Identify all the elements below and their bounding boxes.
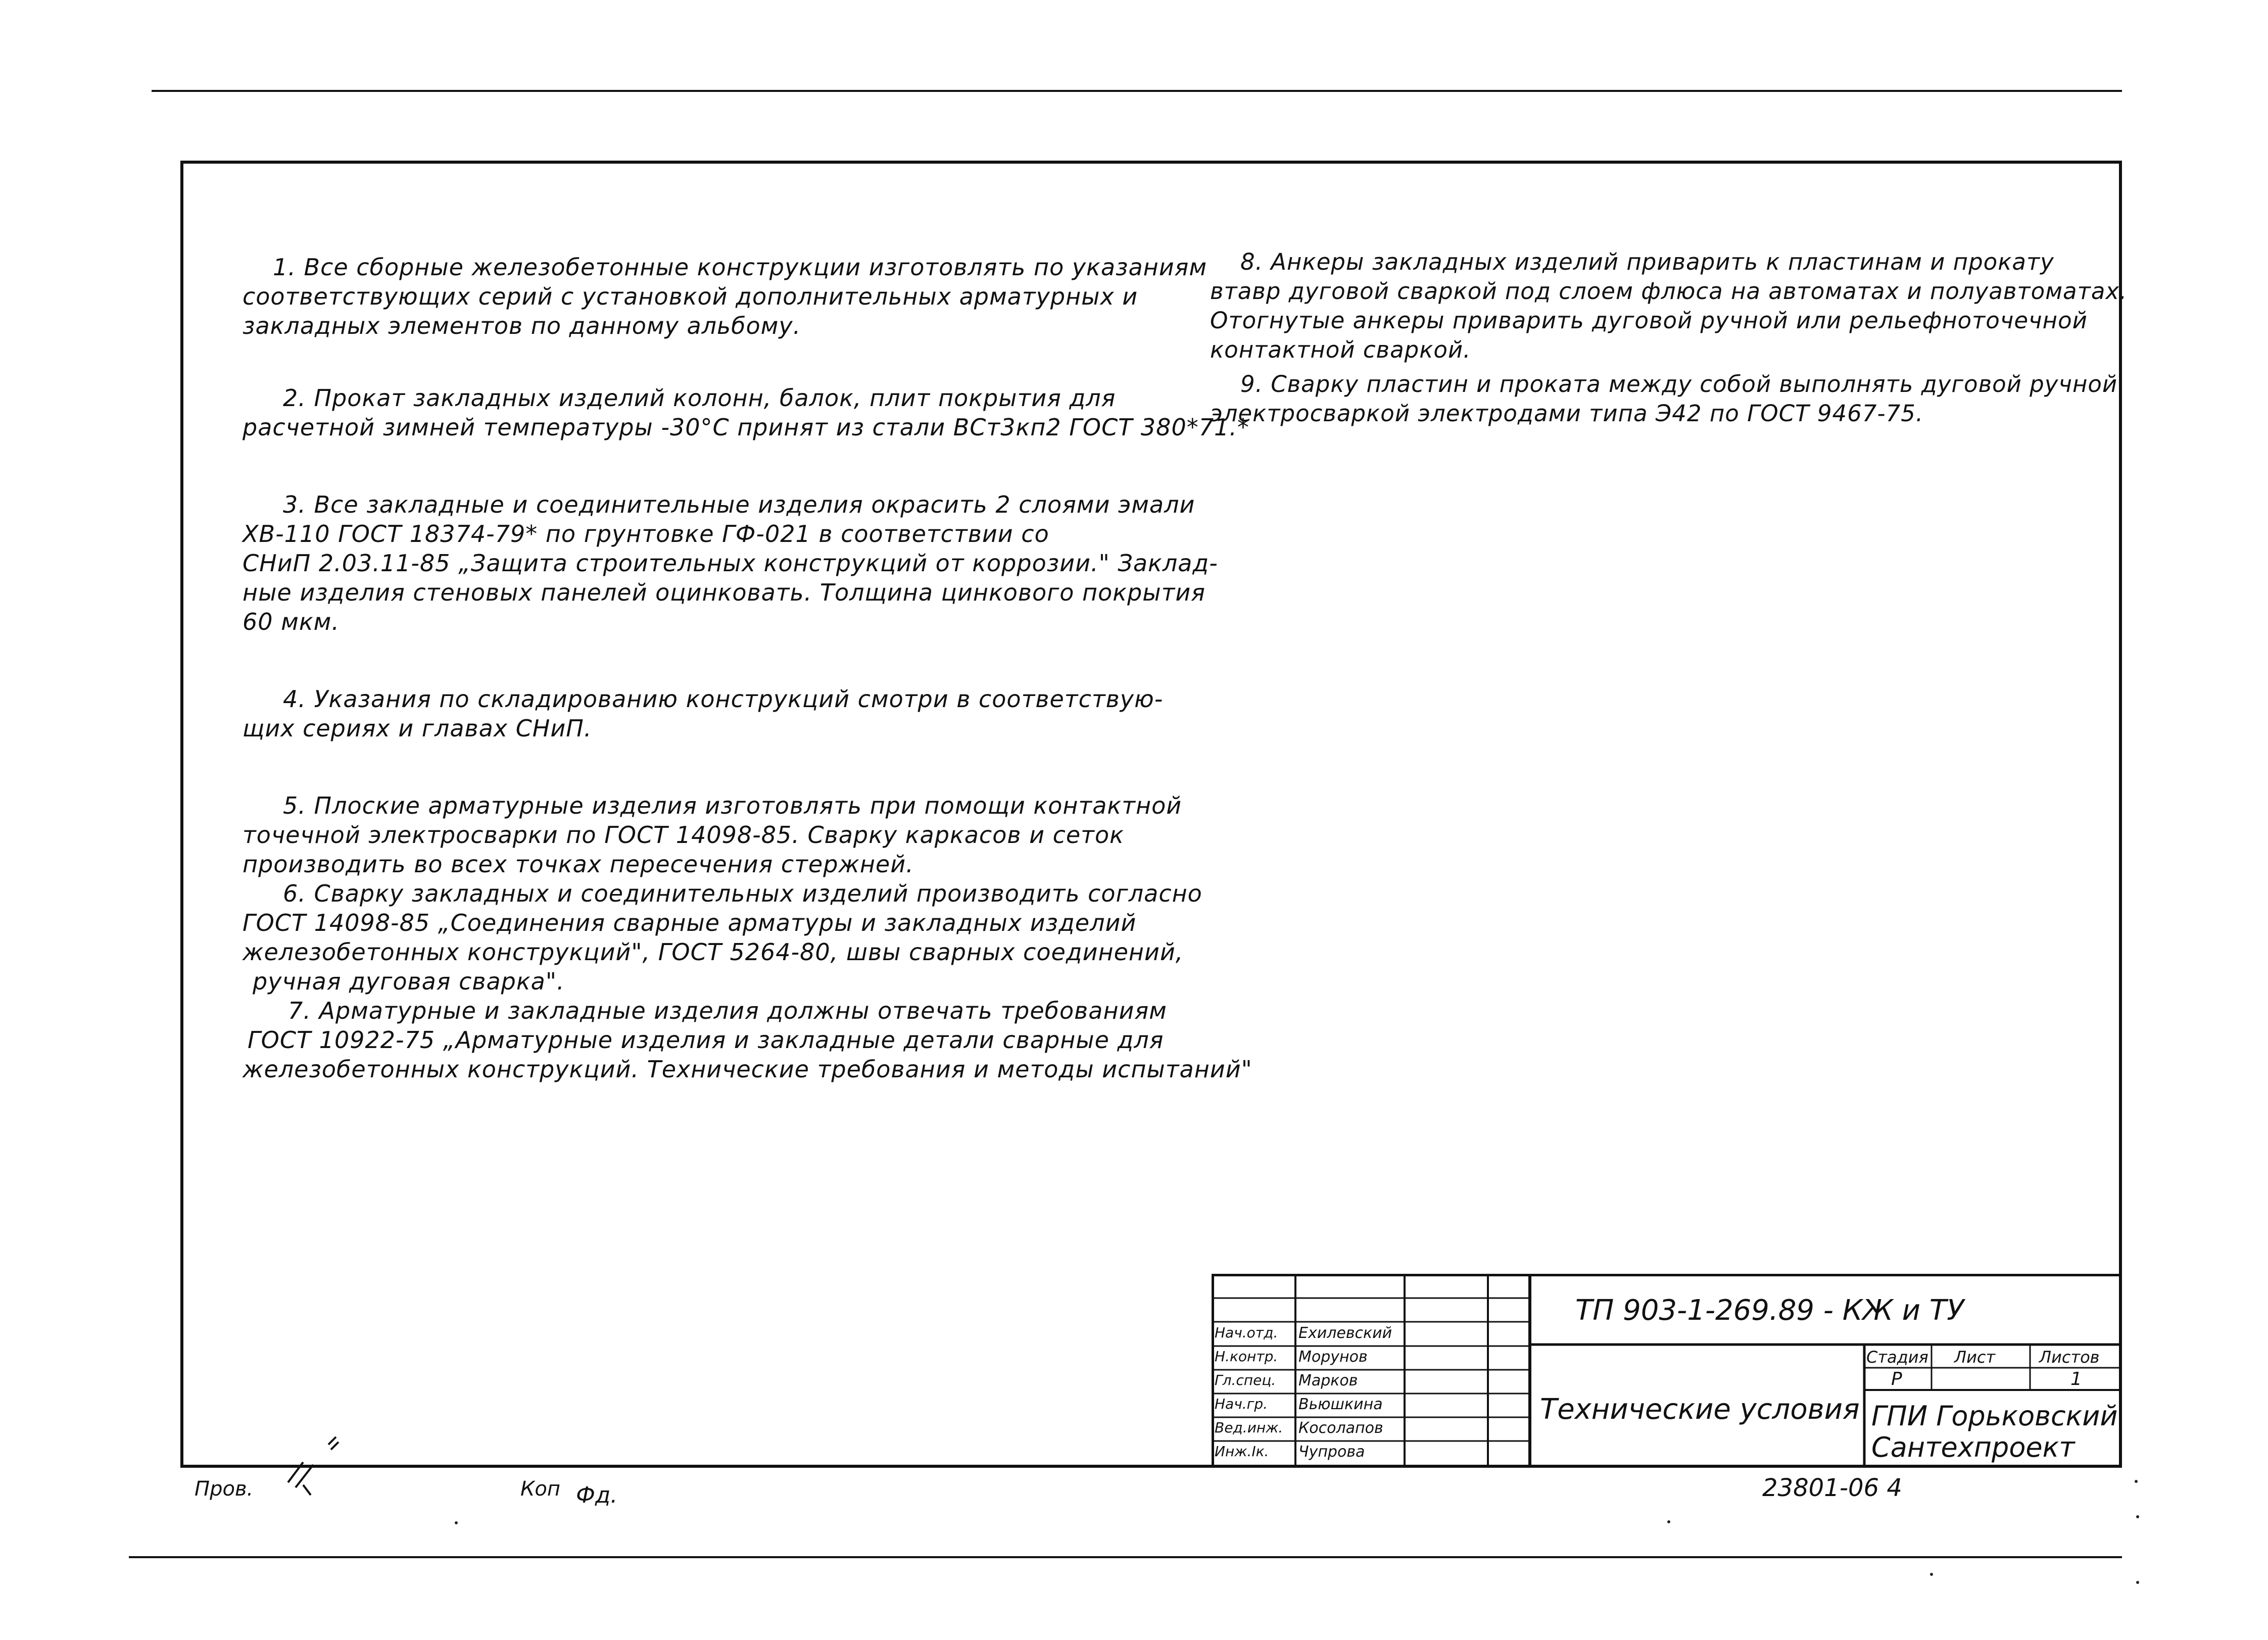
archive-number: 23801-06 4 [1762, 1474, 1902, 1502]
title-block [1212, 1274, 2122, 1468]
staff-role: Нач.отд. [1215, 1324, 1278, 1341]
note-line: железобетонных конструкций", ГОСТ 5264-80, швы сварных соединений, [243, 938, 1184, 966]
sheet-label: Лист [1954, 1348, 1996, 1367]
note-line: ГОСТ 10922-75 „Арматурные изделия и закладные детали сварные для [248, 1026, 1164, 1054]
note-line: 9. Сварку пластин и проката между собой выполнять дуговой ручной [1240, 371, 2118, 397]
scan-speck [1930, 1573, 1933, 1576]
staff-name: Чупрова [1298, 1443, 1365, 1461]
note-line: щих сериях и главах СНиП. [243, 715, 592, 742]
copier-signature: Фд. [576, 1482, 618, 1508]
note-line: расчетной зимней температуры -30°С принят из стали ВСт3кп2 ГОСТ 380*71.* [243, 414, 1249, 441]
note-line: ГОСТ 14098-85 „Соединения сварные арматуры и закладных изделий [243, 909, 1137, 936]
note-line: железобетонных конструкций. Технические требования и методы испытаний" [243, 1056, 1252, 1083]
scan-speck [1667, 1520, 1670, 1523]
notes-left-column [243, 253, 1253, 1084]
note-2 [243, 383, 1253, 442]
staff-role: Инж.Iк. [1215, 1443, 1269, 1460]
note-line: 3. Все закладные и соединительные изделия окрасить 2 слоями эмали [283, 491, 1195, 518]
note-line: электросваркой электродами типа Э42 по ГОСТ 9467-75. [1210, 400, 1924, 427]
sheet-title: Технические условия [1540, 1393, 1860, 1426]
top-rule [152, 90, 2122, 92]
note-line: закладных элементов по данному альбому. [243, 312, 801, 339]
sheets-label: Листов [2039, 1348, 2100, 1367]
note-line: Отогнутые анкеры приварить дуговой ручной или рельефноточечной [1210, 307, 2088, 334]
checker-signature [283, 1434, 344, 1500]
note-line: втавр дуговой сваркой под слоем флюса на автоматах и полуавтоматах. [1210, 278, 2128, 305]
copied-label: Коп [520, 1477, 561, 1501]
scan-speck [2135, 1480, 2138, 1483]
staff-name: Марков [1298, 1372, 1358, 1389]
note-line: 7. Арматурные и закладные изделия должны отвечать требованиям [288, 997, 1167, 1024]
scan-speck [455, 1521, 458, 1524]
sheets-value: 1 [2070, 1369, 2082, 1389]
doc-code: ТП 903-1-269.89 - КЖ и ТУ [1575, 1294, 1964, 1327]
bottom-rule [129, 1556, 2122, 1558]
note-line: контактной сваркой. [1210, 336, 1471, 363]
scan-speck [2136, 1581, 2139, 1584]
staff-role: Гл.спец. [1215, 1372, 1276, 1388]
note-line: соответствующих серий с установкой дополнительных арматурных и [243, 283, 1138, 310]
note-1 [243, 253, 1253, 340]
checked-label: Пров. [195, 1477, 254, 1501]
note-line: ные изделия стеновых панелей оцинковать. Толщина цинкового покрытия [243, 579, 1205, 606]
staff-role: Н.контр. [1215, 1348, 1278, 1365]
staff-name: Вьюшкина [1298, 1396, 1383, 1413]
note-line: ХВ-110 ГОСТ 18374-79* по грунтовке ГФ-021 в соответствии со [243, 520, 1049, 548]
note-7 [243, 996, 1253, 1084]
organization-name: ГПИ Горьковский [1871, 1400, 2118, 1432]
staff-name: Ехилевский [1298, 1324, 1392, 1342]
note-line: 2. Прокат закладных изделий колонн, балок, плит покрытия для [283, 384, 1116, 412]
staff-role: Нач.гр. [1215, 1396, 1268, 1412]
notes-right-column [1210, 247, 2128, 428]
note-4 [243, 684, 1253, 743]
note-line: 60 мкм. [243, 608, 340, 635]
note-6 [243, 879, 1253, 996]
note-9 [1210, 370, 2119, 428]
stage-label: Стадия [1866, 1348, 1928, 1367]
note-line: 6. Сварку закладных и соединительных изделий производить согласно [283, 880, 1202, 907]
note-line: СНиП 2.03.11-85 „Защита строительных конструкций от коррозии." Заклад- [243, 550, 1218, 577]
staff-name: Морунов [1298, 1348, 1368, 1366]
note-3 [243, 490, 1253, 636]
note-line: ручная дуговая сварка". [253, 968, 565, 995]
note-line: 1. Все сборные железобетонные конструкции изготовлять по указаниям [273, 254, 1208, 281]
note-5 [243, 791, 1253, 879]
note-8 [1210, 247, 2128, 365]
staff-name: Косолапов [1298, 1419, 1383, 1437]
note-line: 4. Указания по складированию конструкций смотри в соответствую- [283, 685, 1164, 713]
scan-speck [2136, 1515, 2139, 1518]
staff-role: Вед.инж. [1215, 1419, 1283, 1436]
note-line: точечной электросварки по ГОСТ 14098-85. Сварку каркасов и сеток [243, 821, 1124, 849]
stage-value: Р [1891, 1369, 1902, 1389]
note-line: 5. Плоские арматурные изделия изготовлять при помощи контактной [283, 792, 1182, 819]
note-line: 8. Анкеры закладных изделий приварить к пластинам и прокату [1240, 249, 2054, 275]
organization-name: Сантехпроект [1871, 1431, 2075, 1463]
note-line: производить во всех точках пересечения стержней. [243, 851, 914, 878]
